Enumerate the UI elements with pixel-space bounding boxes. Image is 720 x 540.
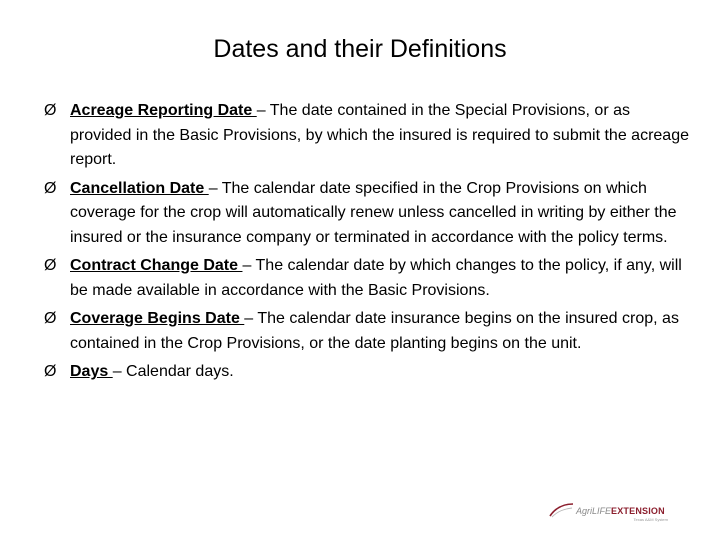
definition-item — [44, 177, 694, 251]
definition-text: – The calendar date insurance begins on the insured crop, as contained in the Crop Provisions, or the date planting begins on the unit. — [70, 310, 679, 352]
arrow-bullet-icon: Ø — [44, 310, 57, 327]
logo-text-extension: EXTENSION — [611, 506, 665, 516]
arrow-bullet-icon: Ø — [44, 179, 57, 197]
definition-item — [44, 254, 694, 303]
definition-term: Coverage Begins Date — [70, 310, 245, 327]
slide-title: Dates and their Definitions — [213, 35, 507, 63]
definition-text: – The calendar date specified in the Crop Provisions on which coverage for the crop will automatically renew unless cancelled in writing by either the insured or the insurance company or terminated in accordance with the policy terms. — [70, 179, 677, 246]
arrow-bullet-icon: Ø — [44, 102, 57, 119]
logo-text-agrilife: AgriLIFE — [576, 506, 612, 516]
logo-subtitle: Texas A&M System — [633, 517, 668, 522]
arrow-bullet-icon: Ø — [44, 257, 57, 274]
definition-text: – The date contained in the Special Provisions, or as provided in the Basic Provisions, by which the insured is required to submit the acreage report. — [70, 102, 689, 168]
definition-item — [44, 99, 694, 173]
definition-term: Acreage Reporting Date — [70, 102, 257, 119]
definition-item — [44, 360, 694, 385]
arrow-bullet-icon: Ø — [44, 363, 57, 380]
definition-list — [44, 99, 694, 389]
definition-item — [44, 307, 694, 356]
swoosh-icon — [548, 501, 574, 521]
definition-term: Contract Change Date — [70, 257, 243, 274]
definition-text: – The calendar date by which changes to the policy, if any, will be made available in accordance with the Basic Provisions. — [70, 257, 682, 299]
definition-term: Days — [70, 363, 113, 380]
definition-text: – Calendar days. — [112, 363, 234, 380]
definition-term: Cancellation Date — [70, 179, 209, 197]
agrilife-extension-logo — [548, 501, 668, 521]
